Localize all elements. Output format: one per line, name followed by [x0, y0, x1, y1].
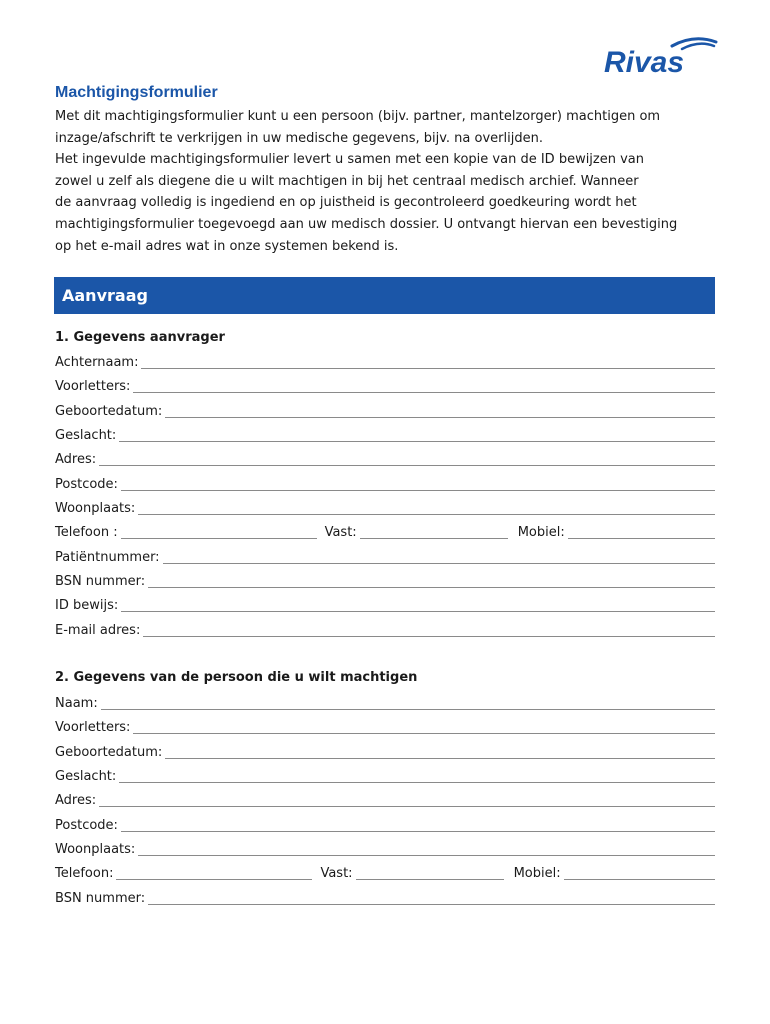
- id-bewijs-input-line[interactable]: [121, 597, 715, 612]
- vast-input-line[interactable]: [360, 524, 508, 539]
- intro-line: zowel u zelf als diegene die u wilt machtigen in bij het centraal medisch archief. Wanneer: [55, 173, 639, 189]
- field-geslacht-2: [55, 765, 715, 785]
- field-label: Achternaam:: [55, 355, 139, 370]
- rivas-logo: [602, 32, 722, 78]
- field-woonplaats: [55, 497, 715, 517]
- achternaam-input-line[interactable]: [141, 354, 715, 369]
- geboortedatum-input-line[interactable]: [165, 403, 715, 418]
- field-label: Naam:: [55, 696, 98, 711]
- field-label: Geslacht:: [55, 769, 117, 784]
- intro-line: Met dit machtigingsformulier kunt u een persoon (bijv. partner, mantelzorger) machtigen om: [55, 109, 661, 124]
- field-geboortedatum-2: [55, 741, 715, 761]
- field-patientnummer: [55, 546, 715, 566]
- email-input-line[interactable]: [143, 622, 715, 637]
- field-postcode: [55, 473, 715, 493]
- intro-line: de aanvraag volledig is ingediend en op juistheid is gecontroleerd goedkeuring wordt het: [55, 195, 637, 211]
- geboortedatum-2-input-line[interactable]: [165, 744, 715, 759]
- naam-input-line[interactable]: [101, 695, 715, 710]
- field-phone-row: [55, 521, 715, 541]
- geslacht-input-line[interactable]: [119, 427, 715, 442]
- field-bsn: [55, 570, 715, 590]
- page-title: Machtigingsformulier: [55, 84, 218, 101]
- field-label: Patiëntnummer:: [55, 550, 160, 565]
- telefoon-input-line[interactable]: [121, 524, 317, 539]
- field-label: Voorletters:: [55, 379, 131, 394]
- field-voorletters: [55, 375, 715, 395]
- telefoon-2-input-line[interactable]: [116, 865, 312, 880]
- voorletters-2-input-line[interactable]: [133, 719, 715, 734]
- adres-input-line[interactable]: [99, 451, 715, 466]
- mobiel-label: Mobiel:: [517, 525, 565, 540]
- field-label: Geboortedatum:: [55, 745, 163, 760]
- field-naam: [55, 692, 715, 712]
- field-woonplaats-2: [55, 838, 715, 858]
- field-label: Adres:: [55, 793, 97, 808]
- field-bsn-2: [55, 887, 715, 907]
- field-label: Adres:: [55, 452, 97, 467]
- postcode-2-input-line[interactable]: [121, 817, 715, 832]
- field-label: Postcode:: [55, 477, 118, 492]
- svg-text:Rivas: Rivas: [604, 46, 685, 78]
- bsn-input-line[interactable]: [148, 573, 715, 588]
- geslacht-2-input-line[interactable]: [119, 768, 715, 783]
- field-postcode-2: [55, 814, 715, 834]
- adres-2-input-line[interactable]: [99, 792, 715, 807]
- intro-line: Het ingevulde machtigingsformulier levert u samen met een kopie van de ID bewijzen van: [55, 152, 645, 168]
- field-label: E-mail adres:: [55, 623, 141, 638]
- section-banner: Aanvraag: [54, 277, 715, 314]
- field-label: ID bewijs:: [55, 598, 119, 613]
- section2-heading: 2. Gegevens van de persoon die u wilt machtigen: [55, 670, 418, 685]
- field-adres: [55, 448, 715, 468]
- field-email: [55, 619, 715, 639]
- field-adres-2: [55, 789, 715, 809]
- field-label: BSN nummer:: [55, 574, 146, 589]
- intro-line: machtigingsformulier toegevoegd aan uw medisch dossier. U ontvangt hiervan een bevestiging: [55, 216, 678, 232]
- woonplaats-input-line[interactable]: [138, 500, 715, 515]
- voorletters-input-line[interactable]: [133, 378, 715, 393]
- mobiel-label: Mobiel:: [513, 866, 561, 881]
- field-label: Voorletters:: [55, 720, 131, 735]
- telefoon-label: Telefoon:: [55, 866, 114, 881]
- field-label: Geboortedatum:: [55, 404, 163, 419]
- bsn-2-input-line[interactable]: [148, 890, 715, 905]
- field-label: Woonplaats:: [55, 501, 136, 516]
- field-label: Postcode:: [55, 818, 118, 833]
- field-label: Woonplaats:: [55, 842, 136, 857]
- intro-text: [55, 106, 725, 257]
- section1-heading: 1. Gegevens aanvrager: [55, 330, 225, 345]
- field-geboortedatum: [55, 400, 715, 420]
- vast-2-input-line[interactable]: [356, 865, 504, 880]
- patientnummer-input-line[interactable]: [163, 549, 715, 564]
- field-geslacht: [55, 424, 715, 444]
- mobiel-2-input-line[interactable]: [564, 865, 715, 880]
- field-voorletters-2: [55, 716, 715, 736]
- telefoon-label: Telefoon :: [55, 525, 118, 540]
- field-achternaam: [55, 351, 715, 371]
- intro-line: op het e-mail adres wat in onze systemen bekend is.: [55, 238, 399, 254]
- field-label: Geslacht:: [55, 428, 117, 443]
- woonplaats-2-input-line[interactable]: [138, 841, 715, 856]
- intro-line: inzage/afschrift te verkrijgen in uw medische gegevens, bijv. na overlijden.: [55, 130, 543, 146]
- postcode-input-line[interactable]: [121, 476, 715, 491]
- field-phone-row-2: [55, 862, 715, 882]
- vast-label: Vast:: [320, 866, 353, 881]
- field-id-bewijs: [55, 594, 715, 614]
- field-label: BSN nummer:: [55, 891, 146, 906]
- vast-label: Vast:: [324, 525, 357, 540]
- mobiel-input-line[interactable]: [568, 524, 715, 539]
